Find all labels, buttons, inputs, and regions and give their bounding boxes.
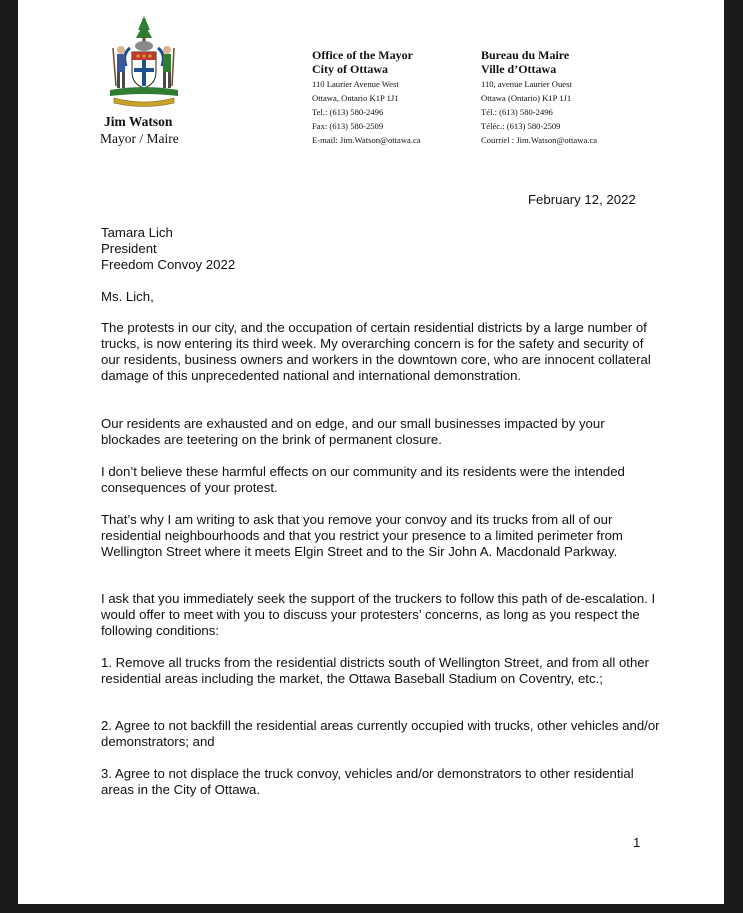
office-city-postal: Ottawa (Ontario) K1P 1J1 <box>481 93 572 103</box>
office-fax: Téléc.: (613) 580-2509 <box>481 121 561 131</box>
office-fax: Fax: (613) 580-2509 <box>312 121 384 131</box>
office-city: City of Ottawa <box>312 62 388 76</box>
office-phone: Tél.: (613) 580-2496 <box>481 107 553 117</box>
paragraph: I don’t believe these harmful effects on our community and its residents were the intended consequences of your protest. <box>101 464 625 495</box>
office-city-postal: Ottawa, Ontario K1P 1J1 <box>312 93 399 103</box>
paragraph: That’s why I am writing to ask that you remove your convoy and its trucks from all of our residential neighbourhoods and that you restrict your presence to a limited perimeter from Wellington Street where it meets Elgin Street and to the Sir John A. Macdonald Parkway. <box>101 512 623 559</box>
paragraph: Our residents are exhausted and on edge, and our small businesses impacted by your blockades are teetering on the brink of permanent closure. <box>101 416 605 447</box>
office-city: Ville d’Ottawa <box>481 62 557 76</box>
office-street: 110, avenue Laurier Ouest <box>481 79 572 89</box>
office-title: Office of the Mayor <box>312 48 413 62</box>
paragraph: I ask that you immediately seek the support of the truckers to follow this path of de-escalation. I would offer to meet with you to discuss your protesters’ concerns, as long as you respect the following conditions: <box>101 591 656 638</box>
office-email: E-mail: Jim.Watson@ottawa.ca <box>312 135 421 145</box>
mayor-name: Jim Watson <box>104 114 173 129</box>
letter-date: February 12, 2022 <box>528 192 636 207</box>
recipient-organization: Freedom Convoy 2022 <box>101 257 236 272</box>
city-of-ottawa-crest-icon <box>104 14 184 110</box>
condition-item: 3. Agree to not displace the truck convoy, vehicles and/or demonstrators to other residential areas in the City of Ottawa. <box>101 766 634 797</box>
condition-item: 2. Agree to not backfill the residential areas currently occupied with trucks, other vehicles and/or demonstrators; and <box>101 718 660 749</box>
office-email: Courriel : Jim.Watson@ottawa.ca <box>481 135 598 145</box>
office-phone: Tel.: (613) 580-2496 <box>312 107 384 117</box>
recipient-block <box>101 225 661 273</box>
paragraph: The protests in our city, and the occupation of certain residential districts by a large number of trucks, is now entering its third week. My overarching concern is for the safety and security of our residents, business owners and workers in the downtown core, who are innocent collateral damage of this unprecedented national and international demonstration. <box>101 320 651 383</box>
office-street: 110 Laurier Avenue West <box>312 79 399 89</box>
salutation: Ms. Lich, <box>101 289 154 304</box>
mayor-title: Mayor / Maire <box>100 131 179 146</box>
condition-item: 1. Remove all trucks from the residential districts south of Wellington Street, and from all other residential areas including the market, the Ottawa Baseball Stadium on Coventry, etc.; <box>101 655 650 686</box>
recipient-title: President <box>101 241 157 256</box>
office-address-english <box>312 48 421 147</box>
page-number: 1 <box>633 835 641 850</box>
recipient-name: Tamara Lich <box>101 225 173 240</box>
office-address-french <box>481 48 597 147</box>
office-title: Bureau du Maire <box>481 48 570 62</box>
letter-page <box>18 0 724 904</box>
